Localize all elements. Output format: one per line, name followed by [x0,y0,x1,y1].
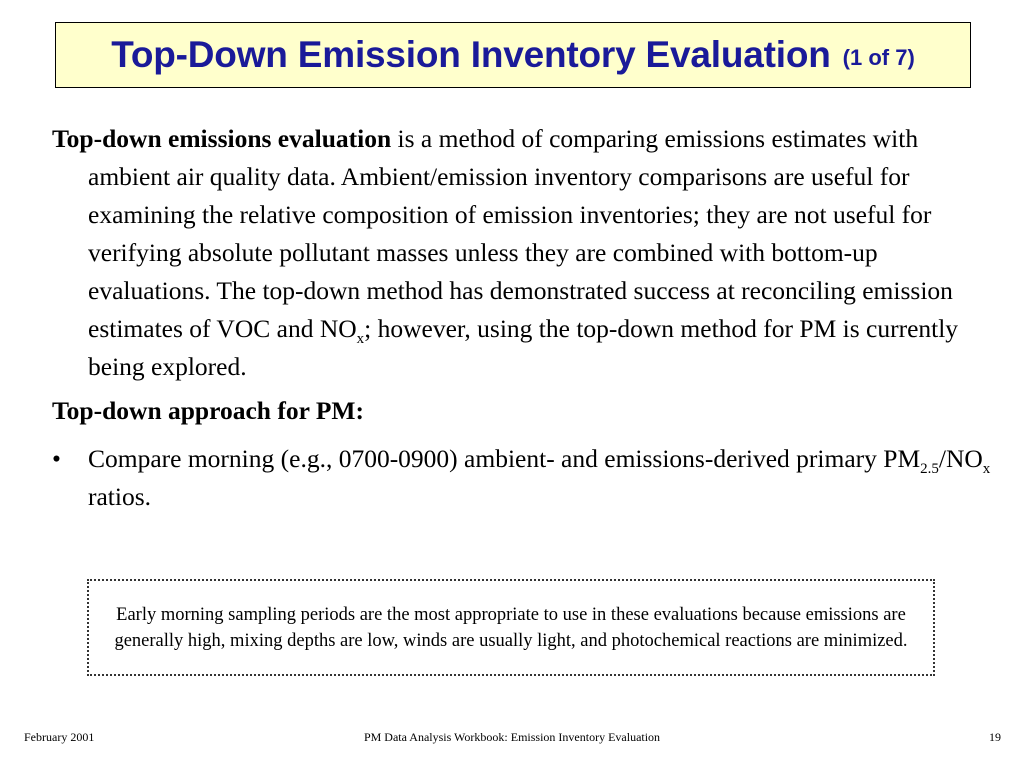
note-box [87,579,935,676]
bullet-text-b: /NO [938,444,983,473]
footer-title: PM Data Analysis Workbook: Emission Inventory Evaluation [363,730,661,744]
slide-body [52,120,992,516]
bullet-mark: • [52,444,61,473]
nox-subscript-2: x [982,461,991,477]
intro-paragraph [52,120,992,386]
slide-title-box [55,22,971,88]
bullet-text [88,440,992,516]
footer-date: February 2001 [24,730,95,744]
slide-title: Top-Down Emission Inventory Evaluation [111,34,831,75]
approach-heading: Top-down approach for PM: [52,396,364,425]
bullet-item [52,440,992,516]
pm-subscript: 2.5 [920,461,939,477]
nox-subscript: x [356,331,365,347]
footer-page-number: 19 [989,730,1001,744]
note-text: Early morning sampling periods are the most appropriate to use in these evaluations because emissions are generally high, mixing depths are low, winds are usually light, and photochemical reactions are minimized. [114,604,908,651]
intro-text-2: ; however, using the top-down method for PM is currently being explored. [88,314,959,381]
bullet-text-a: Compare morning (e.g., 0700-0900) ambient- and emissions-derived primary PM [88,444,921,473]
intro-term: Top-down emissions evaluation [52,124,392,153]
bullet-text-c: ratios. [88,482,152,511]
intro-text-1: is a method of comparing emissions estimates with ambient air quality data. Ambient/emission inventory comparisons are useful for examining the relative composition of emission inventories; they are not useful for verifying absolute pollutant masses unless they are combined with bottom-up evaluations. The top-down method has demonstrated success at reconciling emission estimates of VOC and NO [88,124,953,343]
slide-title-counter: (1 of 7) [842,45,915,70]
